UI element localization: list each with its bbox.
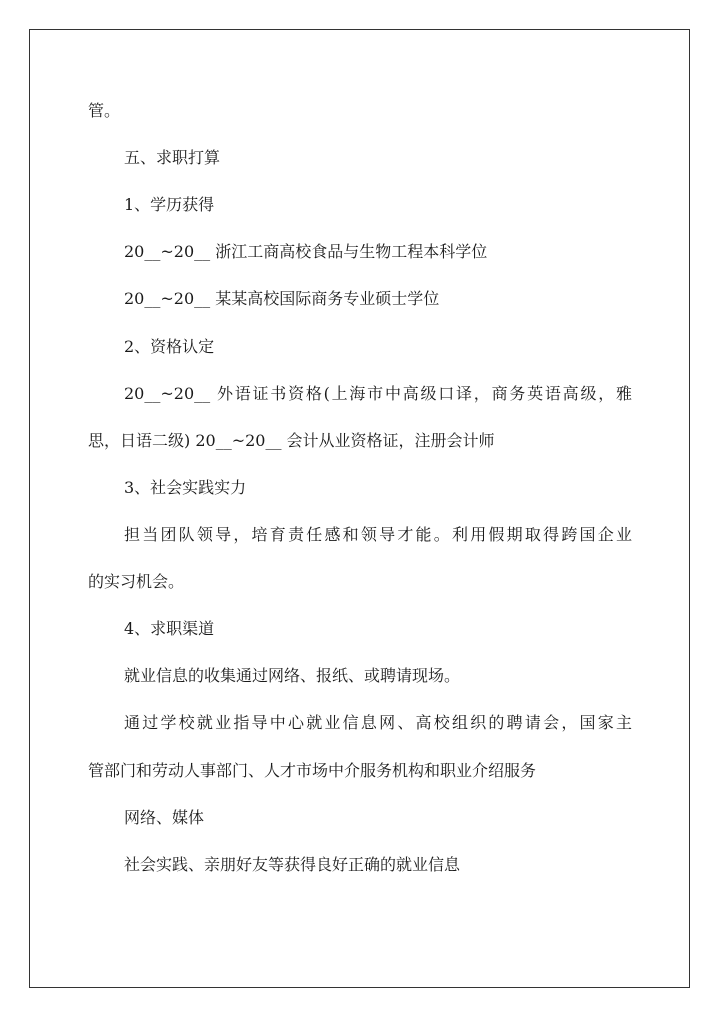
social-practice-line-2: 的实习机会。 <box>88 572 185 591</box>
section-heading-job-plan: 五、求职打算 <box>124 148 221 167</box>
subheading-job-channels: 4、求职渠道 <box>124 619 215 638</box>
certification-line-1: 20__~20__ 外语证书资格(上海市中高级口译，商务英语高级，雅 <box>124 384 632 403</box>
job-channels-line-5: 社会实践、亲朋好友等获得良好正确的就业信息 <box>124 855 461 874</box>
education-item-bachelor: 20__~20__ 浙江工商高校食品与生物工程本科学位 <box>124 242 488 261</box>
page-frame <box>29 29 690 988</box>
subheading-education: 1、学历获得 <box>124 195 215 214</box>
job-channels-line-3: 管部门和劳动人事部门、人才市场中介服务机构和职业介绍服务 <box>88 761 537 780</box>
education-item-master: 20__~20__ 某某高校国际商务专业硕士学位 <box>124 289 440 308</box>
job-channels-line-2: 通过学校就业指导中心就业信息网、高校组织的聘请会，国家主 <box>124 713 632 732</box>
text-line-continuation: 管。 <box>88 101 121 120</box>
job-channels-line-4: 网络、媒体 <box>124 808 205 827</box>
job-channels-line-1: 就业信息的收集通过网络、报纸、或聘请现场。 <box>124 666 461 685</box>
subheading-certification: 2、资格认定 <box>124 337 215 356</box>
certification-line-2: 思，日语二级) 20__~20__ 会计从业资格证，注册会计师 <box>88 431 495 450</box>
social-practice-line-1: 担当团队领导，培育责任感和领导才能。利用假期取得跨国企业 <box>124 525 632 544</box>
subheading-social-practice: 3、社会实践实力 <box>124 478 247 497</box>
